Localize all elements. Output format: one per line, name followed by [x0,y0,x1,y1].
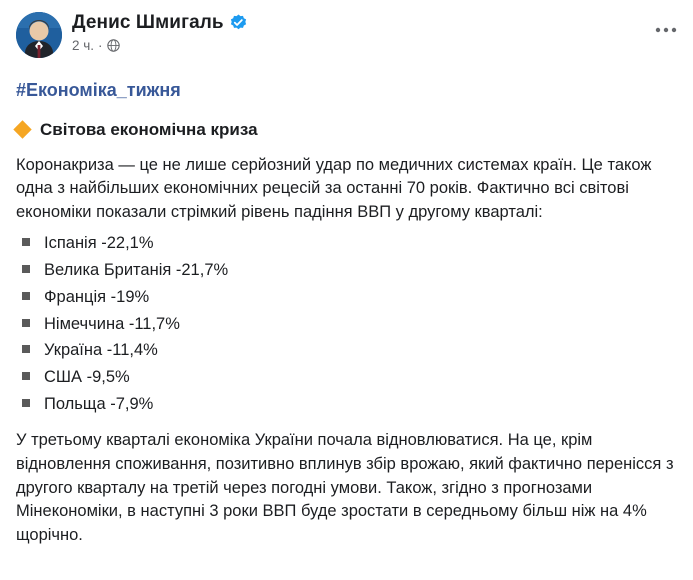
post-header-text [72,12,247,53]
author-row [72,13,247,32]
country-gdp-list [16,230,677,417]
list-item-label: Німеччина -11,7% [44,314,180,333]
square-bullet-icon [22,265,30,273]
square-bullet-icon [22,292,30,300]
list-item-label: Іспанія -22,1% [44,234,154,253]
square-bullet-icon [22,319,30,327]
square-bullet-icon [22,372,30,380]
post-timestamp[interactable]: 2 ч. [72,38,95,53]
post-subtitle [16,118,677,142]
list-item [22,337,677,364]
globe-icon[interactable] [107,39,120,52]
list-item-label: Велика Британія -21,7% [44,261,229,280]
square-bullet-icon [22,399,30,407]
avatar[interactable] [16,12,62,58]
verified-badge-icon [230,14,247,31]
list-item [22,364,677,391]
list-item-label: США -9,5% [44,368,130,387]
hashtag-link[interactable]: #Економіка_тижня [16,80,181,100]
list-item [22,230,677,257]
post-subtitle-text: Світова економічна криза [40,119,258,139]
square-bullet-icon [22,345,30,353]
diamond-bullet-icon [13,120,31,138]
list-item [22,284,677,311]
post-meta [72,38,247,53]
author-name[interactable]: Денис Шмигаль [72,12,224,33]
post-paragraph-1: Коронакриза — це не лише серйозний удар по медичних системах країн. Це також одна з найбільших економічних рецесій за останні 70 років. Фактично всі світові економіки показали стрімкий рівень падіння ВВП у другому кварталі: [16,155,652,221]
list-item-label: Польща -7,9% [44,394,154,413]
list-item [22,311,677,338]
post-body [16,78,677,547]
post-header [16,12,677,64]
post-paragraph-2: У третьому кварталі економіка України почала відновлюватися. На це, крім відновлення споживання, позитивно вплинув збір врожаю, який фактично перенісся з другого кварталу на третій через погодні умови. Також, згідно з прогнозами Мінекономіки, в наступні 3 роки ВВП буде зростати в середньому більш ніж на 4% щорічно. [16,431,674,544]
more-options-icon[interactable] [655,18,677,38]
list-item [22,391,677,418]
list-item-label: Україна -11,4% [44,341,158,360]
meta-separator: · [98,38,103,53]
list-item-label: Франція -19% [44,287,150,306]
square-bullet-icon [22,238,30,246]
list-item [22,257,677,284]
